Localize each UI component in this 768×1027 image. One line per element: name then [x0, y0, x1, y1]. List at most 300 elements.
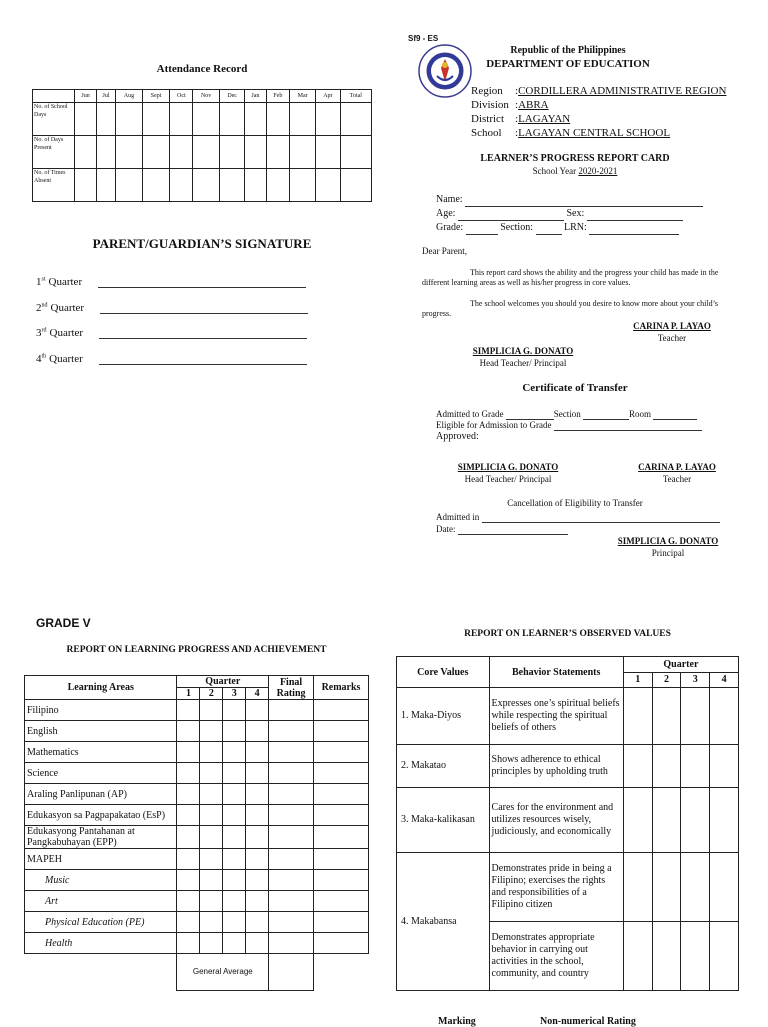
- learning-table: [24, 675, 369, 991]
- grade-cell[interactable]: [314, 805, 369, 826]
- grade-cell[interactable]: [269, 700, 314, 721]
- values-row: [397, 788, 739, 853]
- republic-text: Republic of the Philippines: [510, 45, 626, 56]
- district-row: [471, 112, 726, 126]
- values-quarter-col-header: 1: [623, 672, 652, 688]
- grade-cell[interactable]: [177, 805, 200, 826]
- transfer-teacher-role: Teacher: [662, 474, 692, 484]
- attendance-row: [33, 136, 372, 169]
- quarter-col-header: 1: [177, 688, 200, 700]
- grade-cell[interactable]: [246, 826, 269, 849]
- value-rating-cell[interactable]: [652, 788, 681, 853]
- behavior-header: Behavior Statements: [489, 657, 623, 688]
- month-header: Oct: [170, 90, 193, 103]
- attendance-row-label: No. of Times Absent: [33, 169, 75, 202]
- attendance-header-row: [33, 90, 372, 103]
- grade-cell[interactable]: [177, 849, 200, 870]
- quarter-suffix: rd: [41, 327, 47, 334]
- core-value-name: 1. Maka-Diyos: [397, 688, 490, 745]
- value-rating-cell[interactable]: [623, 745, 652, 788]
- department-text: DEPARTMENT OF EDUCATION: [486, 58, 650, 70]
- admitted-row: [436, 409, 736, 420]
- grade-cell[interactable]: [314, 849, 369, 870]
- attendance-cell[interactable]: [220, 169, 245, 202]
- attendance-cell[interactable]: [316, 136, 340, 169]
- month-header: Apr: [316, 90, 340, 103]
- attendance-cell[interactable]: [245, 136, 266, 169]
- attendance-cell[interactable]: [116, 169, 143, 202]
- sep-2: :: [515, 99, 519, 111]
- attendance-cell[interactable]: [220, 136, 245, 169]
- grade-cell[interactable]: [177, 700, 200, 721]
- grade-cell[interactable]: [200, 805, 223, 826]
- transfer-head-name: SIMPLICIA G. DONATO: [457, 462, 559, 472]
- core-value-name: 3. Maka-kalikasan: [397, 788, 490, 853]
- admitted-in-blank: [482, 512, 720, 523]
- grade-cell[interactable]: [200, 849, 223, 870]
- learning-area-name: Araling Panlipunan (AP): [25, 784, 177, 805]
- grade-cell[interactable]: [177, 763, 200, 784]
- grade-cell[interactable]: [177, 912, 200, 933]
- principal-name: SIMPLICIA G. DONATO: [617, 536, 719, 546]
- spacer-cell: [314, 954, 369, 991]
- cancel-title: Cancellation of Eligibility to Transfer: [507, 498, 643, 508]
- school-year-line: [440, 166, 710, 176]
- learning-row: [25, 784, 369, 805]
- learning-area-name: Art: [25, 891, 177, 912]
- quarter-num: 4: [36, 352, 42, 365]
- signature-line[interactable]: [100, 303, 308, 314]
- quarter-col-header: 2: [200, 688, 223, 700]
- quarter-num: 2: [36, 301, 42, 314]
- grade-cell[interactable]: [200, 912, 223, 933]
- school-info: [471, 84, 726, 140]
- quarter-label: Quarter: [48, 276, 83, 288]
- attendance-cell[interactable]: [170, 103, 193, 136]
- grade-cell[interactable]: [314, 933, 369, 954]
- principal-signatory: [606, 535, 730, 559]
- grade-cell[interactable]: [246, 784, 269, 805]
- sep-3: :: [515, 113, 519, 125]
- grade-cell[interactable]: [223, 912, 246, 933]
- grade-cell[interactable]: [314, 870, 369, 891]
- section-label: Section:: [500, 222, 533, 233]
- age-blank: [458, 210, 564, 221]
- grade-cell[interactable]: [200, 742, 223, 763]
- month-header: Nov: [193, 90, 220, 103]
- admitted-label: Admitted to Grade: [436, 409, 504, 419]
- attendance-cell[interactable]: [170, 169, 193, 202]
- grade-cell[interactable]: [246, 805, 269, 826]
- attendance-cell[interactable]: [340, 136, 371, 169]
- learning-row: [25, 849, 369, 870]
- value-rating-cell[interactable]: [710, 788, 739, 853]
- grade-cell[interactable]: [177, 784, 200, 805]
- signature-row: [36, 276, 356, 302]
- head-role: Head Teacher/ Principal: [479, 358, 567, 368]
- grade-cell[interactable]: [200, 891, 223, 912]
- spacer-cell: [25, 954, 177, 991]
- grade-row: [436, 221, 736, 235]
- grade-cell[interactable]: [246, 700, 269, 721]
- grade-cell[interactable]: [177, 933, 200, 954]
- attendance-cell[interactable]: [290, 169, 316, 202]
- lrn-blank: [589, 224, 679, 235]
- attendance-cell[interactable]: [245, 103, 266, 136]
- grade-cell[interactable]: [246, 763, 269, 784]
- attendance-cell[interactable]: [290, 103, 316, 136]
- general-average-label: General Average: [177, 954, 269, 991]
- learning-row: [25, 826, 369, 849]
- grade-cell[interactable]: [246, 742, 269, 763]
- rating-label: Non-numerical Rating: [540, 1016, 636, 1027]
- value-rating-cell[interactable]: [681, 853, 710, 922]
- value-rating-cell[interactable]: [710, 922, 739, 991]
- signature-row: [36, 327, 356, 353]
- signature-row: [36, 353, 356, 379]
- name-blank: [465, 196, 703, 207]
- learning-area-name: Health: [25, 933, 177, 954]
- attendance-cell[interactable]: [75, 136, 97, 169]
- attendance-cell[interactable]: [340, 103, 371, 136]
- sep-1: :: [515, 85, 519, 97]
- month-header: Jul: [97, 90, 116, 103]
- grade-cell[interactable]: [177, 891, 200, 912]
- attendance-cell[interactable]: [116, 103, 143, 136]
- attendance-cell[interactable]: [290, 136, 316, 169]
- grade-cell[interactable]: [246, 849, 269, 870]
- attendance-cell[interactable]: [97, 103, 116, 136]
- grade-cell[interactable]: [223, 700, 246, 721]
- grade-cell[interactable]: [314, 700, 369, 721]
- grade-cell[interactable]: [223, 870, 246, 891]
- value-rating-cell[interactable]: [652, 853, 681, 922]
- attendance-cell[interactable]: [220, 103, 245, 136]
- value-rating-cell[interactable]: [681, 788, 710, 853]
- signature-line[interactable]: [98, 277, 306, 288]
- behavior-statement: Shows adherence to ethical principles by upholding truth: [489, 745, 623, 788]
- learning-title: REPORT ON LEARNING PROGRESS AND ACHIEVEMENT: [66, 645, 327, 655]
- transfer-section-blank: [583, 409, 629, 420]
- quarter-header: Quarter: [177, 676, 269, 688]
- grade-cell[interactable]: [246, 721, 269, 742]
- value-rating-cell[interactable]: [652, 922, 681, 991]
- grade-cell[interactable]: [269, 742, 314, 763]
- eligible-row: [436, 420, 736, 431]
- teacher-signatory: [612, 320, 732, 344]
- grade-cell[interactable]: [200, 826, 223, 849]
- quarter-suffix: st: [41, 276, 46, 283]
- attendance-row-label: No. of School Days: [33, 103, 75, 136]
- admitted-blank: [506, 409, 554, 420]
- behavior-statement: Demonstrates appropriate behavior in carrying out activities in the school, community, and country: [489, 922, 623, 991]
- values-table: [396, 656, 739, 991]
- grade-cell[interactable]: [200, 700, 223, 721]
- name-row: [436, 193, 736, 207]
- learning-row: [25, 763, 369, 784]
- quarter-col-header: 4: [246, 688, 269, 700]
- value-rating-cell[interactable]: [681, 688, 710, 745]
- admitted-in-label: Admitted in: [436, 512, 480, 522]
- grade-cell[interactable]: [246, 891, 269, 912]
- learning-area-name: English: [25, 721, 177, 742]
- age-row: [436, 207, 736, 221]
- school-row: [471, 126, 726, 140]
- grade-cell[interactable]: [223, 784, 246, 805]
- lrn-label: LRN:: [564, 222, 587, 233]
- grade-cell[interactable]: [314, 763, 369, 784]
- attendance-row: [33, 169, 372, 202]
- grade-cell[interactable]: [223, 933, 246, 954]
- quarter-num: 1: [36, 276, 42, 288]
- transfer-fields: [436, 409, 736, 442]
- grade-cell[interactable]: [223, 742, 246, 763]
- quarter-col-header: 3: [223, 688, 246, 700]
- learning-areas-header: Learning Areas: [25, 676, 177, 700]
- attendance-row-label: No. of Days Present: [33, 136, 75, 169]
- teacher-name: CARINA P. LAYAO: [633, 321, 711, 331]
- grade-cell[interactable]: [177, 826, 200, 849]
- grade-cell[interactable]: [223, 763, 246, 784]
- grade-cell[interactable]: [200, 763, 223, 784]
- learning-header-row-1: [25, 676, 369, 688]
- values-quarter-col-header: 3: [681, 672, 710, 688]
- sex-label: Sex:: [566, 208, 585, 219]
- month-header: Sept: [142, 90, 170, 103]
- sex-blank: [587, 210, 683, 221]
- attendance-cell[interactable]: [316, 169, 340, 202]
- learning-row: [25, 933, 369, 954]
- attendance-cell[interactable]: [97, 136, 116, 169]
- division-row: [471, 98, 726, 112]
- grade-cell[interactable]: [246, 912, 269, 933]
- grade-cell[interactable]: [269, 763, 314, 784]
- values-title: REPORT ON LEARNER’S OBSERVED VALUES: [464, 629, 671, 639]
- signature-line[interactable]: [99, 328, 307, 339]
- date-label: Date:: [436, 524, 456, 534]
- date-row: [436, 523, 736, 535]
- attendance-cell[interactable]: [266, 103, 290, 136]
- grade-cell[interactable]: [269, 870, 314, 891]
- transfer-head-signatory: [440, 461, 576, 485]
- learning-area-name: Filipino: [25, 700, 177, 721]
- deped-seal-icon: [418, 44, 472, 98]
- values-row: [397, 688, 739, 745]
- attendance-cell[interactable]: [75, 169, 97, 202]
- grade-cell[interactable]: [223, 891, 246, 912]
- general-average-cell[interactable]: [269, 954, 314, 991]
- attendance-cell[interactable]: [193, 103, 220, 136]
- attendance-cell[interactable]: [97, 169, 116, 202]
- grade-cell[interactable]: [223, 721, 246, 742]
- learning-area-name: Physical Education (PE): [25, 912, 177, 933]
- name-label: Name:: [436, 194, 463, 205]
- grade-cell[interactable]: [200, 784, 223, 805]
- value-rating-cell[interactable]: [710, 745, 739, 788]
- values-header-row-1: [397, 657, 739, 673]
- learning-row: [25, 891, 369, 912]
- attendance-cell[interactable]: [142, 136, 170, 169]
- behavior-statement: Demonstrates pride in being a Filipino; exercises the rights and responsibilities of a Filipino citizen: [489, 853, 623, 922]
- month-header: Jan: [245, 90, 266, 103]
- grade-cell[interactable]: [177, 721, 200, 742]
- attendance-cell[interactable]: [142, 103, 170, 136]
- region-row: [471, 84, 726, 98]
- grade-cell[interactable]: [314, 912, 369, 933]
- attendance-row: [33, 103, 372, 136]
- age-label: Age:: [436, 208, 456, 219]
- values-row: [397, 745, 739, 788]
- attendance-cell[interactable]: [266, 136, 290, 169]
- learning-area-name: Science: [25, 763, 177, 784]
- admitted-in-row: [436, 511, 736, 523]
- room-blank: [653, 409, 697, 420]
- marking-label: Marking: [438, 1016, 476, 1027]
- attendance-cell[interactable]: [340, 169, 371, 202]
- grade-cell[interactable]: [269, 784, 314, 805]
- grade-cell[interactable]: [269, 849, 314, 870]
- grade-cell[interactable]: [200, 933, 223, 954]
- attendance-cell[interactable]: [193, 169, 220, 202]
- grade-cell[interactable]: [246, 870, 269, 891]
- value-rating-cell[interactable]: [623, 688, 652, 745]
- grade-cell[interactable]: [269, 891, 314, 912]
- behavior-statement: Expresses one’s spiritual beliefs while respecting the spiritual beliefs of others: [489, 688, 623, 745]
- value-rating-cell[interactable]: [710, 688, 739, 745]
- month-header: Dec: [220, 90, 245, 103]
- values-row: [397, 853, 739, 922]
- parent-signature-list: [36, 276, 356, 378]
- teacher-role: Teacher: [657, 333, 687, 343]
- core-value-name: 2. Makatao: [397, 745, 490, 788]
- grade-cell[interactable]: [314, 826, 369, 849]
- grade-blank: [466, 224, 498, 235]
- signature-line[interactable]: [99, 354, 307, 365]
- value-rating-cell[interactable]: [652, 688, 681, 745]
- general-average-row: [25, 954, 369, 991]
- parent-signature-title: PARENT/GUARDIAN’S SIGNATURE: [92, 236, 312, 251]
- behavior-statement: Cares for the environment and utilizes resources wisely, judiciously, and economically: [489, 788, 623, 853]
- grade-cell[interactable]: [223, 826, 246, 849]
- value-rating-cell[interactable]: [623, 922, 652, 991]
- quarter-label: Quarter: [49, 352, 83, 365]
- grade-cell[interactable]: [223, 849, 246, 870]
- grade-label: GRADE V: [36, 616, 91, 630]
- value-rating-cell[interactable]: [652, 745, 681, 788]
- month-header: Jun: [75, 90, 97, 103]
- grade-cell[interactable]: [314, 721, 369, 742]
- cancel-fields: [436, 511, 736, 535]
- core-value-name: 4. Makabansa: [397, 853, 490, 991]
- values-quarter-header: Quarter: [623, 657, 738, 673]
- quarter-suffix: nd: [41, 301, 48, 308]
- transfer-teacher-signatory: [622, 461, 732, 485]
- grade-cell[interactable]: [314, 742, 369, 763]
- grade-cell[interactable]: [269, 933, 314, 954]
- attendance-cell[interactable]: [116, 136, 143, 169]
- eligible-label: Eligible for Admission to Grade: [436, 420, 552, 430]
- attendance-cell[interactable]: [266, 169, 290, 202]
- date-blank: [458, 524, 568, 535]
- division-value: ABRA: [518, 99, 549, 111]
- learning-area-name: Edukasyon sa Pagpapakatao (EsP): [25, 805, 177, 826]
- sep-4: :: [515, 127, 519, 139]
- school-year-value: 2020-2021: [578, 166, 618, 176]
- learning-row: [25, 912, 369, 933]
- learner-info: [436, 193, 736, 235]
- grade-cell[interactable]: [314, 784, 369, 805]
- learning-row: [25, 742, 369, 763]
- grade-cell[interactable]: [269, 721, 314, 742]
- attendance-cell[interactable]: [193, 136, 220, 169]
- grade-cell[interactable]: [269, 826, 314, 849]
- learning-area-name: MAPEH: [25, 849, 177, 870]
- head-name: SIMPLICIA G. DONATO: [472, 346, 574, 356]
- approved-label: Approved:: [436, 431, 479, 442]
- value-rating-cell[interactable]: [681, 745, 710, 788]
- learning-row: [25, 721, 369, 742]
- attendance-cell[interactable]: [170, 136, 193, 169]
- grade-cell[interactable]: [314, 891, 369, 912]
- value-rating-cell[interactable]: [710, 853, 739, 922]
- attendance-cell[interactable]: [75, 103, 97, 136]
- grade-cell[interactable]: [269, 805, 314, 826]
- form-code: Sf9 - ES: [408, 34, 439, 43]
- school-label: School: [471, 127, 502, 139]
- section-blank: [536, 224, 562, 235]
- transfer-section-label: Section: [553, 409, 581, 419]
- learning-row: [25, 700, 369, 721]
- eligible-blank: [554, 420, 702, 431]
- values-quarter-col-header: 4: [710, 672, 739, 688]
- attendance-cell[interactable]: [245, 169, 266, 202]
- transfer-head-role: Head Teacher/ Principal: [464, 474, 552, 484]
- attendance-cell[interactable]: [142, 169, 170, 202]
- head-signatory: [448, 345, 598, 369]
- learning-area-name: Music: [25, 870, 177, 891]
- grade-cell[interactable]: [200, 721, 223, 742]
- quarter-num: 3: [36, 327, 42, 339]
- value-rating-cell[interactable]: [623, 788, 652, 853]
- core-values-header: Core Values: [397, 657, 490, 688]
- values-quarter-col-header: 2: [652, 672, 681, 688]
- grade-cell[interactable]: [223, 805, 246, 826]
- remarks-header: Remarks: [314, 676, 369, 700]
- learning-area-name: Edukasyong Pantahanan at Pangkabuhayan (EPP): [25, 826, 177, 849]
- month-header: Mar: [290, 90, 316, 103]
- region-label: Region: [471, 85, 503, 97]
- grade-cell[interactable]: [246, 933, 269, 954]
- attendance-title: Attendance Record: [156, 63, 248, 75]
- quarter-label: Quarter: [49, 327, 84, 339]
- value-rating-cell[interactable]: [681, 922, 710, 991]
- grade-cell[interactable]: [177, 870, 200, 891]
- school-value: LAGAYAN CENTRAL SCHOOL: [518, 127, 671, 139]
- attendance-cell[interactable]: [316, 103, 340, 136]
- value-rating-cell[interactable]: [623, 853, 652, 922]
- grade-label: Grade:: [436, 222, 464, 233]
- month-header: Total: [340, 90, 371, 103]
- grade-cell[interactable]: [200, 870, 223, 891]
- grade-cell[interactable]: [269, 912, 314, 933]
- grade-cell[interactable]: [177, 742, 200, 763]
- final-rating-header: Final Rating: [269, 676, 314, 700]
- transfer-title: Certificate of Transfer: [522, 382, 628, 394]
- attendance-corner-cell: [33, 90, 75, 103]
- district-label: District: [471, 113, 504, 125]
- transfer-teacher-name: CARINA P. LAYAO: [638, 462, 716, 472]
- report-paragraph-1: This report card shows the ability and the progress your child has made in the different learning areas as well as his/her progress in core values.: [422, 268, 719, 287]
